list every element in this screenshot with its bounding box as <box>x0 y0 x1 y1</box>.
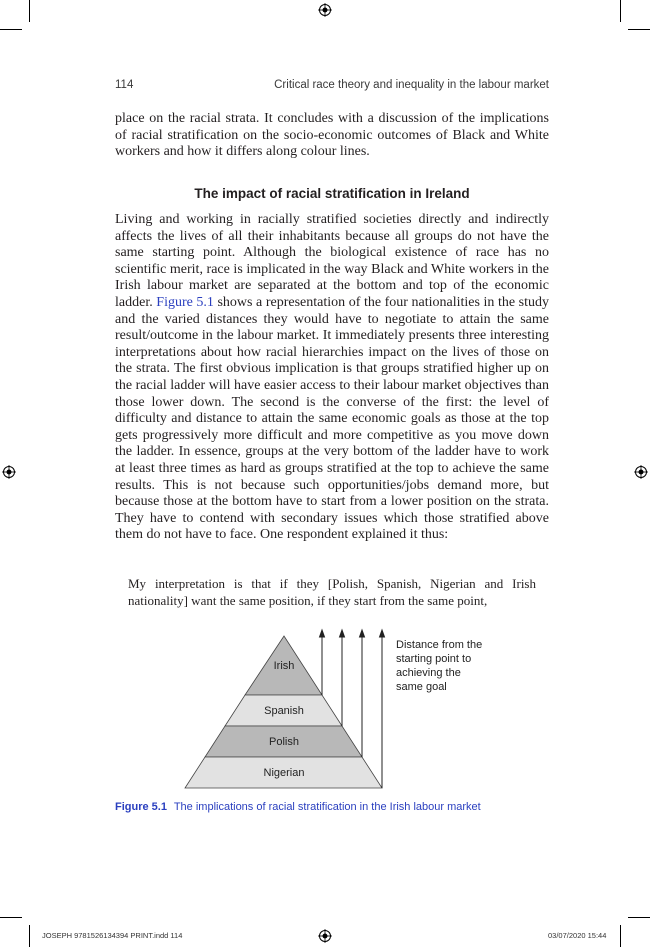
tier-label-nigerian: Nigerian <box>263 767 305 779</box>
running-title: Critical race theory and inequality in the labour market <box>274 79 549 91</box>
body-text: shows a representation of the four nationalities in the study and the varied distances they would have to negotiate to attain the same result/outcome in the labour market. It immediately presents three interesting interpretations about how racial hierarchies impact on the lives of those on the strata. The first obvious implication is that groups stratified higher up on the racial ladder will have easier access to their labour market objectives than those lower down. The second is the converse of the first: the level of difficulty and distance to attain the same economic goals as those at the top gets progressively more difficult and more competitive as you move down the ladder. In essence, groups at the very bottom of the ladder have to work at least three times as hard as groups stratified at the top to achieve the same results. This is not because such opportunities/jobs demand more, but because those at the bottom have to start from a lower position on the strata. They have to contend with secondary issues which those stratified above them do not have to face. One respondent explained it thus: <box>115 294 549 543</box>
tier-label-irish: Irish <box>273 660 295 672</box>
section-heading: The impact of racial stratification in Ireland <box>194 186 470 201</box>
intro-paragraph: place on the racial strata. It concludes with a discussion of the implications of racial stratification on the socio-economic outcomes of Black and White workers and how it differs along colour lines. <box>115 111 549 160</box>
arrowhead-icon <box>340 630 345 637</box>
annotation-line: Distance from the <box>396 639 483 651</box>
arrowhead-icon <box>320 630 325 637</box>
body-text: Living and working in racially stratified societies directly and indirectly affects the lives of all their inhabitants because all groups do not have the same starting point. Although the biological existence of race has no scientific merit, race is implicated in the way Black and White workers in the Irish labour market are separated at the bottom and top of the economic ladder. <box>115 212 549 310</box>
caption-text: The implications of racial stratification in the Irish labour market <box>173 801 481 813</box>
annotation-line: same goal <box>396 681 447 693</box>
annotation-line: starting point to <box>396 653 472 665</box>
tier-label-polish: Polish <box>269 736 299 748</box>
figure-caption <box>115 801 565 813</box>
arrowhead-icon <box>360 630 365 637</box>
block-quote: My interpretation is that if they [Polish, Spanish, Nigerian and Irish nationality] want the same position, if they start from the same point, <box>128 576 536 608</box>
annotation-line: achieving the <box>396 667 461 679</box>
figure-link[interactable]: Figure 5.1 <box>156 294 214 310</box>
arrowhead-icon <box>380 630 385 637</box>
tier-label-spanish: Spanish <box>264 705 304 717</box>
footer-timestamp: 03/07/2020 15:44 <box>548 931 607 940</box>
page-number: 114 <box>115 79 134 91</box>
footer-file-info: JOSEPH 9781526134394 PRINT.indd 114 <box>42 931 183 940</box>
caption-label: Figure 5.1 <box>115 801 167 813</box>
